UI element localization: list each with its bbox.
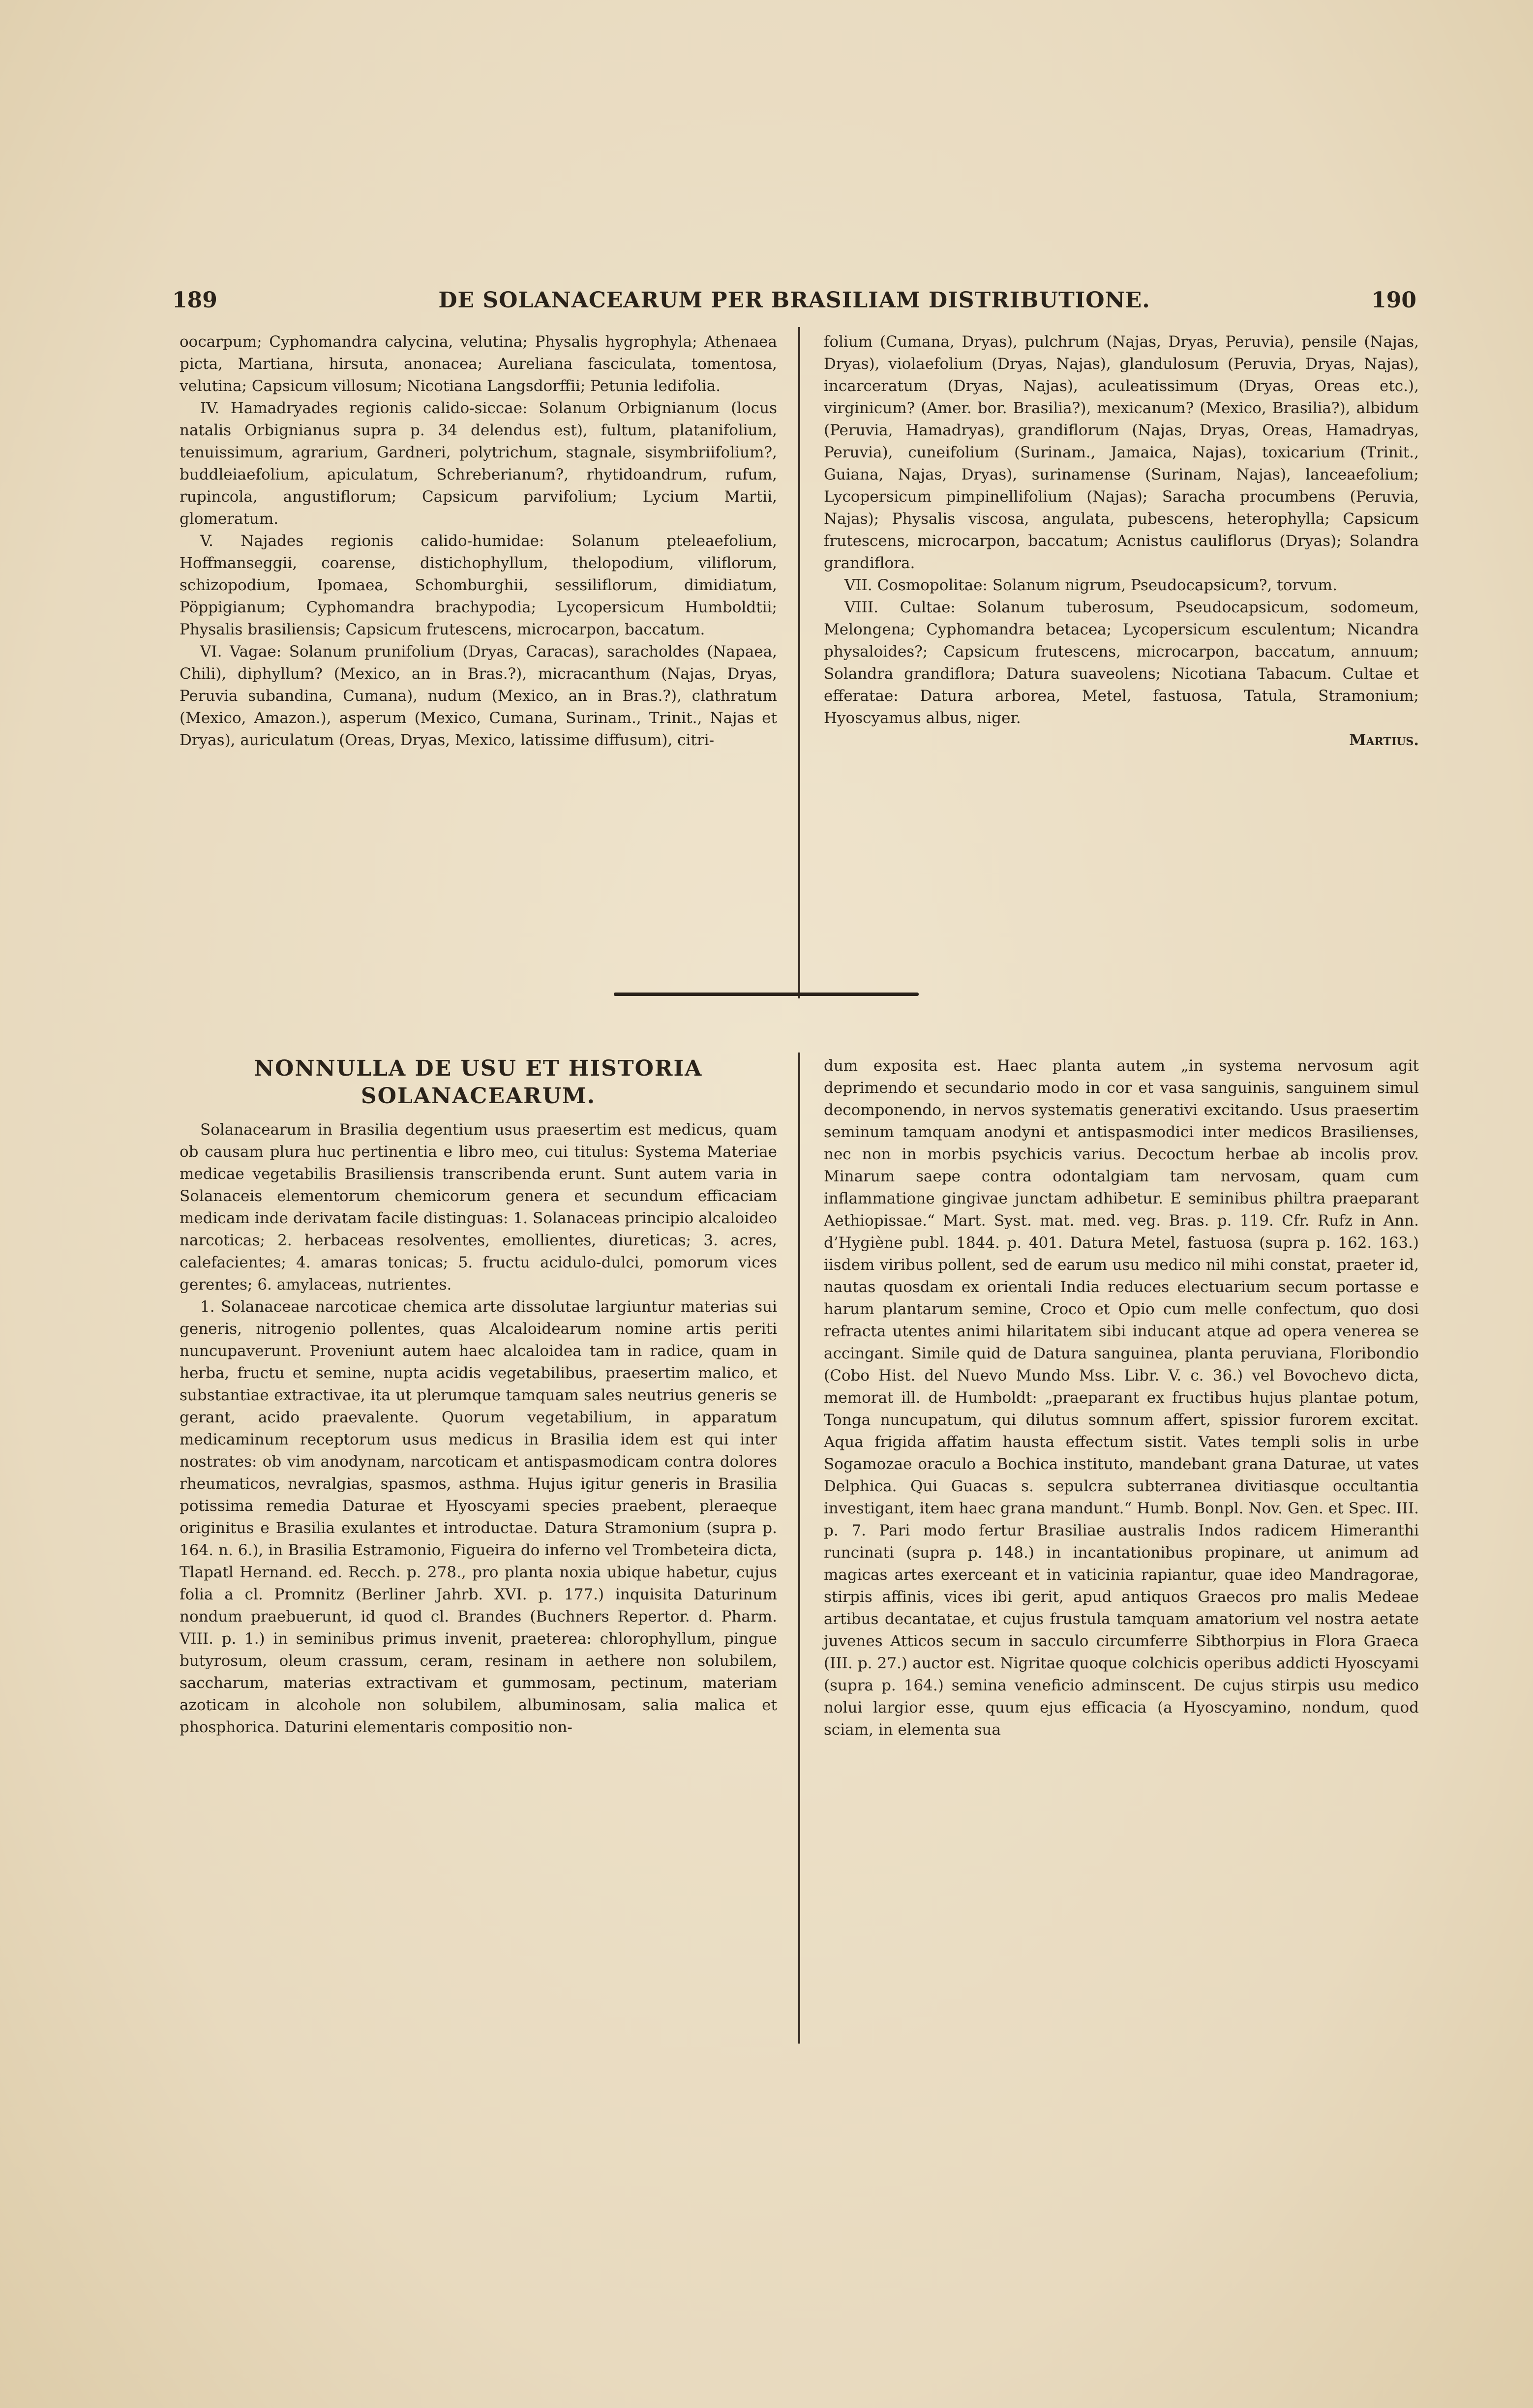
- section-title: [180, 1055, 777, 1110]
- page-number-right: 190: [1371, 288, 1416, 313]
- running-header: [172, 288, 1416, 317]
- column-top-left: [180, 331, 777, 752]
- paragraph: IV. Hamadryades regionis calido-siccae: Solanum Orbignianum (locus natalis Orbignianus supra p. 34 delendus est), fultum, platanifolium, tenuissimum, agrarium, Gardneri, polytrichum, stagnale, sisymbriifolium?, buddleiaefolium, apiculatum, Schreberianum?, rhytidoandrum, rufum, rupincola, angustiflorum; Capsicum parvifolium; Lycium Martii, glomeratum.: [180, 399, 777, 528]
- paragraph: oocarpum; Cyphomandra calycina, velutina; Physalis hygrophyla; Athenaea picta, Martiana, hirsuta, anonacea; Aureliana fasciculata, tomentosa, velutina; Capsicum villosum; Nicotiana Langsdorffii; Petunia ledifolia.: [180, 333, 777, 395]
- column-bottom-right: [824, 1055, 1419, 1741]
- running-title: DE SOLANACEARUM PER BRASILIAM DISTRIBUTIONE.: [438, 288, 1150, 313]
- column-top-right: [824, 331, 1419, 752]
- paragraph: V. Najades regionis calido-humidae: Solanum pteleaefolium, Hoffmanseggii, coarense, distichophyllum, thelopodium, viliflorum, schizopodium, Ipomaea, Schomburghii, sessiliflorum, dimidiatum, Pöppigianum; Cyphomandra brachypodia; Lycopersicum Humboldtii; Physalis brasiliensis; Capsicum frutescens, microcarpon, baccatum.: [180, 532, 777, 638]
- paragraph: Solanacearum in Brasilia degentium usus praesertim est medicus, quam ob causam plura huc pertinentia e libro meo, cui titulus: Systema Materiae medicae vegetabilis Brasiliensis transcribenda erunt. Sunt autem varia in Solanaceis elementorum chemicorum genera et secundum efficaciam medicam inde derivatam facile distinguas: 1. Solanaceas principio alcaloideo narcoticas; 2. herbaceas resolventes, emollientes, diureticas; 3. acres, calefacientes; 4. amaras tonicas; 5. fructu acidulo-dulci, pomorum vices gerentes; 6. amylaceas, nutrientes.: [180, 1121, 777, 1294]
- page-number-left: 189: [172, 288, 217, 313]
- paragraph: dum exposita est. Haec planta autem „in systema nervosum agit deprimendo et secundario modo in cor et vasa sanguinis, sanguinem simul decomponendo, in nervos systematis generativi excitando. Usus praesertim seminum tamquam anodyni et antispasmodici inter medicos Brasilienses, nec non in morbis psychicis varius. Decoctum herbae ab incolis prov. Minarum saepe contra odontalgiam tam nervosam, quam cum inflammatione gingivae junctam adhibetur. E seminibus philtra praeparant Aethiopissae.“ Mart. Syst. mat. med. veg. Bras. p. 119. Cfr. Rufz in Ann. d’Hygiène publ. 1844. p. 401. Datura Metel, fastuosa (supra p. 162. 163.) iisdem viribus pollent, sed de earum usu medico nil mihi constat, praeter id, nautas quosdam ex orientali India reduces electuarium secum portasse e harum plantarum semine, Croco et Opio cum melle confectum, quo dosi refracta utentes animi hilaritatem sibi inducant atque ad opera venerea se accingant. Simile quid de Datura sanguinea, planta peruviana, Floribondio (Cobo Hist. del Nuevo Mundo Mss. Libr. V. c. 36.) vel Bovochevo dicta, memorat ill. de Humboldt: „praeparant ex fructibus hujus plantae potum, Tonga nuncupatum, qui dilutus somnum affert, spissior furorem excitat. Aqua frigida affatim hausta effectum sistit. Vates templi solis in urbe Sogamozae oraculo a Bochica instituto, mandebant grana Daturae, ut vates Delphica. Qui Guacas s. sepulcra subterranea divitiasque occultantia investigant, item haec grana mandunt.“ Humb. Bonpl. Nov. Gen. et Spec. III. p. 7. Pari modo fertur Brasiliae australis Indos radicem Himeranthi runcinati (supra p. 148.) in incantationibus propinare, ut animum ad magicas artes exerceant et in vaticinia rapiantur, quae ideo Mandragorae, stirpis affinis, vices ibi gerit, apud antiquos Graecos pro malis Medeae artibus decantatae, et cujus frustula tamquam amatorium vel nostra aetate juvenes Atticos secum in sacculo circumferre Sibthorpius in Flora Graeca (III. p. 27.) auctor est. Nigritae quoque colchicis operibus addicti Hyoscyami (supra p. 164.) semina veneficio adminscent. De cujus stirpis usu medico nolui largior esse, quum ejus efficacia (a Hyoscyamino, nondum, quod sciam, in elementa sua: [824, 1057, 1419, 1739]
- paragraph: VI. Vagae: Solanum prunifolium (Dryas, Caracas), saracholdes (Napaea, Chili), diphyllum? (Mexico, an in Bras.?), micracanthum (Najas, Dryas, Peruvia subandina, Cumana), nudum (Mexico, an in Bras.?), clathratum (Mexico, Amazon.), asperum (Mexico, Cumana, Surinam., Trinit., Najas et Dryas), auriculatum (Oreas, Dryas, Mexico, latissime diffusum), citri-: [180, 643, 777, 749]
- section-title-line: SOLANACEARUM.: [361, 1084, 596, 1109]
- section-separator-rule: [614, 993, 919, 996]
- paragraph: VII. Cosmopolitae: Solanum nigrum, Pseudocapsicum?, torvum.: [844, 576, 1337, 594]
- column-divider-rule: [798, 1053, 800, 2044]
- author-signature: Martius.: [1349, 731, 1419, 749]
- section-title-line: NONNULLA DE USU ET HISTORIA: [254, 1056, 703, 1081]
- column-bottom-left: [180, 1119, 777, 1739]
- paragraph: VIII. Cultae: Solanum tuberosum, Pseudocapsicum, sodomeum, Melongena; Cyphomandra betacea; Lycopersicum esculentum; Nicandra physaloides?; Capsicum frutescens, microcarpon, baccatum, annuum; Solandra grandiflora; Datura suaveolens; Nicotiana Tabacum. Cultae et efferatae: Datura arborea, Metel, fastuosa, Tatula, Stramonium; Hyoscyamus albus, niger.: [824, 599, 1419, 727]
- paragraph: 1. Solanaceae narcoticae chemica arte dissolutae largiuntur materias sui generis, nitrogenio pollentes, quas Alcaloidearum nomine artis periti nuncupaverunt. Proveniunt autem haec alcaloidea tam in radice, quam in herba, fructu et semine, nupta acidis vegetabilibus, praesertim malico, et substantiae extractivae, ita ut plerumque tamquam sales neutrius generis se gerant, acido praevalente. Quorum vegetabilium, in apparatum medicaminum receptorum usus medicus in Brasilia idem est qui inter nostrates: ob vim anodynam, narcoticam et antispasmodicam contra dolores rheumaticos, nevralgias, spasmos, asthma. Hujus igitur generis in Brasilia potissima remedia Daturae et Hyoscyami species praebent, pleraeque originitus e Brasilia exulantes et introductae. Datura Stramonium (supra p. 164. n. 6.), in Brasilia Estramonio, Figueira do inferno vel Trombeteira dicta, Tlapatl Hernand. ed. Recch. p. 278., pro planta noxia ubique habetur, cujus folia a cl. Promnitz (Berliner Jahrb. XVI. p. 177.) inquisita Daturinum nondum praebuerunt, id quod cl. Brandes (Buchners Repertor. d. Pharm. VIII. p. 1.) in seminibus primus invenit, praeterea: chlorophyllum, pingue butyrosum, oleum crassum, ceram, resinam in aethere non solubilem, saccharum, materias extractivam et gummosam, pectinum, materiam azoticam in alcohole non solubilem, albuminosam, salia malica et phosphorica. Daturini elementaris compositio non-: [180, 1298, 777, 1736]
- paragraph: folium (Cumana, Dryas), pulchrum (Najas, Dryas, Peruvia), pensile (Najas, Dryas), violaefolium (Dryas, Najas), glandulosum (Peruvia, Dryas, Najas), incarceratum (Dryas, Najas), aculeatissimum (Dryas, Oreas etc.), virginicum? (Amer. bor. Brasilia?), mexicanum? (Mexico, Brasilia?), albidum (Peruvia, Hamadryas), grandiflorum (Najas, Dryas, Oreas, Hamadryas, Peruvia), cuneifolium (Surinam., Jamaica, Najas), toxicarium (Trinit., Guiana, Najas, Dryas), surinamense (Surinam, Najas), lanceaefolium; Lycopersicum pimpinellifolium (Najas); Saracha procumbens (Peruvia, Najas); Physalis viscosa, angulata, pubescens, heterophylla; Capsicum frutescens, microcarpon, baccatum; Acnistus cauliflorus (Dryas); Solandra grandiflora.: [824, 333, 1419, 572]
- column-divider-rule: [798, 327, 800, 998]
